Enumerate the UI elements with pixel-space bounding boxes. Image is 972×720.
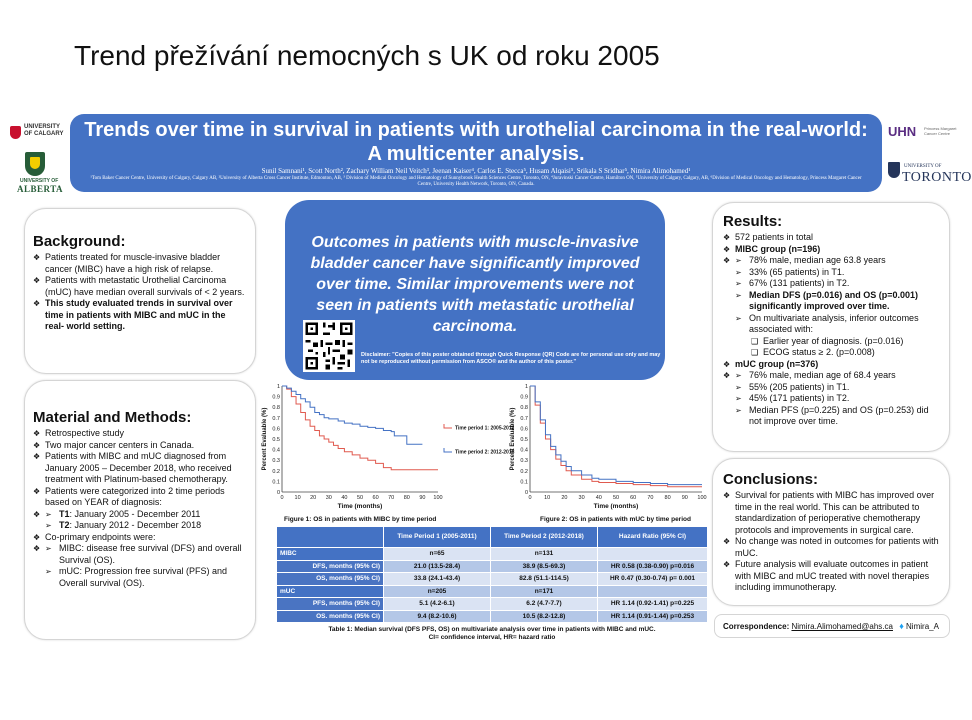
correspondence-bar bbox=[714, 614, 950, 638]
y-tick-label: 0.5 bbox=[520, 437, 528, 443]
table-row-label: OS, months (95% CI) bbox=[277, 573, 384, 586]
background-section bbox=[24, 208, 256, 374]
methods-item: ❖ Two major cancer centers in Canada. bbox=[33, 440, 247, 452]
poster-title-line1: Trends over time in survival in patients with urothelial carcinoma in the real-world: bbox=[84, 119, 868, 141]
x-axis-label: Time (months) bbox=[337, 503, 383, 510]
table-cell: n=65 bbox=[384, 548, 491, 561]
table-cell: 33.8 (24.1-43.4) bbox=[384, 573, 491, 586]
x-tick-label: 90 bbox=[419, 495, 426, 501]
calgary-logo-text: UNIVERSITY OF CALGARY bbox=[24, 124, 64, 137]
table-cell: HR 0.58 (0.38-0.90) p=0.016 bbox=[598, 560, 708, 573]
mibc-group-heading: ❖ MIBC group (n=196) bbox=[723, 244, 941, 256]
table-cell: HR 1.14 (0.91-1.44) p=0.253 bbox=[598, 610, 708, 623]
mibc-os-chart bbox=[258, 380, 515, 516]
table-cell: 9.4 (8.2-10.6) bbox=[384, 610, 491, 623]
background-heading: Background: bbox=[33, 233, 126, 250]
x-tick-label: 20 bbox=[310, 495, 317, 501]
correspondence-email[interactable]: Nimira.Alimohamed@ahs.ca bbox=[791, 622, 893, 631]
x-axis-label: Time (months) bbox=[593, 503, 639, 510]
alberta-logo-bottom: ALBERTA bbox=[17, 184, 64, 194]
figure1-caption: Figure 1: OS in patients with MIBC by time period bbox=[284, 516, 437, 523]
conclusion-item: ❖ Future analysis will evaluate outcomes in patient with MIBC and mUC treated with novel therapies including immunotherapy. bbox=[723, 559, 941, 594]
methods-heading: Material and Methods: bbox=[33, 409, 192, 426]
y-tick-label: 0.6 bbox=[272, 426, 280, 433]
x-tick-label: 70 bbox=[388, 495, 395, 501]
y-tick-label: 0.1 bbox=[520, 479, 528, 486]
table-cell bbox=[598, 548, 708, 561]
background-item: ❖ Patients treated for muscle-invasive bladder cancer (MIBC) have a high risk of relapse. bbox=[33, 252, 247, 275]
table-cell: n=171 bbox=[491, 585, 598, 598]
muc-result: ➢ ❖ 76% male, median age of 68.4 years bbox=[723, 370, 941, 382]
endpoint-muc: ➢ mUC: Progression free survival (PFS) and Overall survival (OS). bbox=[33, 566, 247, 589]
mibc-result: ➢ ❖ 78% male, median age 63.8 years bbox=[723, 255, 941, 267]
x-tick-label: 80 bbox=[403, 495, 410, 501]
table-row bbox=[277, 610, 708, 623]
poster-title bbox=[70, 118, 882, 166]
x-tick-label: 10 bbox=[294, 495, 301, 501]
endpoint-mibc: ➢ ❖ MIBC: disease free survival (DFS) and overall Survival (OS). bbox=[33, 543, 247, 566]
toronto-crest-icon bbox=[888, 162, 900, 178]
muc-result: ➢ 45% (171 patients) in T2. bbox=[723, 393, 941, 405]
calgary-crest-icon bbox=[10, 126, 21, 139]
x-tick-label: 90 bbox=[681, 495, 688, 501]
methods-item: ❖ Patients were categorized into 2 time periods based on YEAR of diagnosis: bbox=[33, 486, 247, 509]
mibc-result: ➢ 33% (65 patients) in T1. bbox=[723, 267, 941, 279]
y-tick-label: 0.9 bbox=[520, 394, 528, 401]
table-cell bbox=[598, 585, 708, 598]
x-tick-label: 50 bbox=[612, 495, 620, 501]
table-cell: n=205 bbox=[384, 585, 491, 598]
table-row bbox=[277, 560, 708, 573]
toronto-logo-bottom: TORONTO bbox=[902, 170, 972, 185]
results-heading: Results: bbox=[723, 213, 783, 230]
x-tick-label: 0 bbox=[280, 495, 284, 501]
x-tick-label: 50 bbox=[356, 495, 364, 501]
table-header-cell bbox=[277, 527, 384, 548]
uhn-logo-text: UHN bbox=[888, 124, 917, 139]
conclusions-section bbox=[712, 458, 950, 606]
mibc-multivariate: ❑ ECOG status ≥ 2. (p=0.008) bbox=[723, 347, 941, 359]
y-tick-label: 1 bbox=[524, 384, 528, 390]
legend-swatch bbox=[444, 424, 452, 428]
table-caption bbox=[276, 626, 708, 642]
methods-item: ❖ Patients with MIBC and mUC diagnosed from January 2005 – December 2018, who received treatment with Platinum-based chemotherapy. bbox=[33, 451, 247, 486]
y-tick-label: 0.6 bbox=[520, 426, 528, 433]
conclusions-heading: Conclusions: bbox=[723, 471, 819, 488]
legend-swatch bbox=[444, 448, 452, 452]
alberta-crest-icon bbox=[25, 152, 45, 176]
x-tick-label: 20 bbox=[561, 495, 568, 501]
methods-section bbox=[24, 380, 256, 640]
x-tick-label: 60 bbox=[630, 495, 637, 501]
background-item: ❖ Patients with metastatic Urothelial Carcinoma (mUC) have median overall survivals of < 2 years. bbox=[33, 275, 247, 298]
survival-table bbox=[276, 526, 708, 623]
table-row-label: mUC bbox=[277, 585, 384, 598]
x-tick-label: 100 bbox=[433, 495, 443, 501]
table-cell: 21.0 (13.5-28.4) bbox=[384, 560, 491, 573]
x-tick-label: 0 bbox=[528, 495, 532, 501]
university-of-calgary-logo bbox=[10, 124, 68, 146]
alberta-logo-top: UNIVERSITY OF bbox=[20, 178, 59, 184]
y-tick-label: 0.2 bbox=[520, 468, 528, 475]
y-tick-label: 0.1 bbox=[272, 479, 280, 486]
muc-os-chart bbox=[506, 380, 710, 516]
x-tick-label: 80 bbox=[664, 495, 671, 501]
mibc-result: ➢ 67% (131 patients) in T2. bbox=[723, 278, 941, 290]
y-tick-label: 0.2 bbox=[272, 468, 280, 475]
y-tick-label: 0 bbox=[524, 490, 528, 496]
t1-text: : January 2005 - December 2011 bbox=[69, 508, 201, 519]
table-cell: n=131 bbox=[491, 548, 598, 561]
series-line-2 bbox=[530, 386, 702, 485]
y-tick-label: 0.4 bbox=[272, 447, 280, 454]
x-tick-label: 40 bbox=[595, 495, 602, 501]
table-cell: 82.8 (51.1-114.5) bbox=[491, 573, 598, 586]
table-header-cell: Time Period 1 (2005-2011) bbox=[384, 527, 491, 548]
legend-label: Time period 2: 2012-2018 bbox=[455, 449, 515, 456]
table-cell: 6.2 (4.7-7.7) bbox=[491, 598, 598, 611]
table-header-cell: Time Period 2 (2012-2018) bbox=[491, 527, 598, 548]
table-cell: HR 0.47 (0.30-0.74) p= 0.001 bbox=[598, 573, 708, 586]
poster-title-banner bbox=[70, 114, 882, 192]
mibc-result: ➢ Median DFS (p=0.016) and OS (p=0.001) significantly improved over time. bbox=[723, 290, 941, 313]
background-item: ❖ This study evaluated trends in survival over time in patients with MIBC and mUC in the real- world setting. bbox=[33, 298, 247, 333]
uhn-logo bbox=[888, 124, 958, 146]
y-tick-label: 0 bbox=[276, 490, 280, 496]
y-tick-label: 0.4 bbox=[520, 447, 528, 454]
qr-disclaimer: Disclaimer: "Copies of this poster obtained through Quick Response (QR) Code are for personal use only and may not be reproduced without permission from ASCO® and the author of this poster." bbox=[361, 352, 661, 365]
table-cell: 10.5 (8.2-12.8) bbox=[491, 610, 598, 623]
table-row-label: MIBC bbox=[277, 548, 384, 561]
muc-result: ➢ Median PFS (p=0.225) and OS (p=0.253) did not improve over time. bbox=[723, 405, 941, 428]
table-row-label: PFS, months (95% CI) bbox=[277, 598, 384, 611]
table-cell: 38.9 (8.5-69.3) bbox=[491, 560, 598, 573]
x-tick-label: 100 bbox=[697, 495, 707, 501]
series-line-2 bbox=[282, 386, 422, 444]
methods-endpoints: ❖ Co-primary endpoints were: bbox=[33, 532, 247, 544]
table-row bbox=[277, 598, 708, 611]
table-cell: HR 1.14 (0.92-1.41) p=0.225 bbox=[598, 598, 708, 611]
x-tick-label: 70 bbox=[647, 495, 654, 501]
methods-item: ❖ Retrospective study bbox=[33, 428, 247, 440]
poster-affiliations: ¹Tom Baker Cancer Centre, University of Calgary, Calgary AB, ²University of Alberta Cross Cancer Institute, Edmonton, AB, ³ Division of Medical Oncology and Hematology of Sunnybrook Health Sciences Centre, Toronto, ON, ⁴Juravinski Cancer Centre, Hamilton ON, ⁵University of Calgary, Calgary, AB, ⁶Division of Medical Oncology and Hematology, Princess Margaret Cancer Centre, University Health Network, Toronto, ON, Canada. bbox=[90, 176, 862, 187]
table-row-label: DFS, months (95% CI) bbox=[277, 560, 384, 573]
x-tick-label: 10 bbox=[544, 495, 551, 501]
table-caption-line2: CI= confidence interval, HR= hazard ratio bbox=[428, 634, 556, 641]
table-header-cell: Hazard Ratio (95% CI) bbox=[598, 527, 708, 548]
y-tick-label: 0.5 bbox=[272, 437, 280, 443]
series-line-1 bbox=[530, 386, 702, 487]
university-of-alberta-logo bbox=[12, 152, 64, 194]
university-of-toronto-logo bbox=[888, 160, 972, 190]
table-header-row bbox=[277, 527, 708, 548]
time-period-1 bbox=[33, 509, 247, 521]
results-section bbox=[712, 202, 950, 452]
y-tick-label: 0.3 bbox=[520, 458, 528, 465]
y-tick-label: 0.3 bbox=[272, 458, 280, 465]
key-message: Outcomes in patients with muscle-invasive bladder cancer have significantly improved over time. Similar improvements were not seen in patients with metastatic urothelial carcinoma. bbox=[310, 234, 640, 335]
conclusion-item: ❖ No change was noted in outcomes for patients with mUC. bbox=[723, 536, 941, 559]
muc-group-heading: ❖ mUC group (n=376) bbox=[723, 359, 941, 371]
poster-title-line2: A multicenter analysis. bbox=[367, 143, 585, 165]
t1-label: T1 bbox=[59, 508, 70, 519]
y-tick-label: 0.9 bbox=[272, 394, 280, 401]
y-tick-label: 0.7 bbox=[272, 415, 280, 422]
y-tick-label: 0.8 bbox=[520, 405, 528, 412]
y-tick-label: 0.7 bbox=[520, 415, 528, 422]
y-axis-label: Percent Evaluable (%) bbox=[262, 407, 268, 471]
x-tick-label: 60 bbox=[372, 495, 379, 501]
uhn-logo-subtext: Princess Margaret Cancer Centre bbox=[924, 126, 957, 136]
muc-result: ➢ 55% (205 patients) in T1. bbox=[723, 382, 941, 394]
poster-authors: Sunil Samnani¹, Scott North², Zachary William Neil Veitch³, Jeenan Kaiser⁴, Carlos E. Stecca⁵, Husam Alqaisi⁵, Srikala S Sridhar⁵, Nimira Alimohamed¹ bbox=[261, 167, 691, 175]
correspondence-label: Correspondence: bbox=[723, 622, 790, 631]
table-row bbox=[277, 585, 708, 598]
qr-code-icon[interactable] bbox=[303, 320, 355, 372]
table-row bbox=[277, 573, 708, 586]
y-tick-label: 0.8 bbox=[272, 405, 280, 412]
toronto-logo-top: UNIVERSITY OF bbox=[904, 164, 942, 169]
conclusion-item: ❖ Survival for patients with MIBC has improved over time in the real world. This can be attributed to standardization of perioperative chemotherapy protocols and improvements in surgical care. bbox=[723, 490, 941, 536]
y-axis-label: Percent Evaluable (%) bbox=[510, 407, 516, 471]
x-tick-label: 30 bbox=[325, 495, 332, 501]
time-period-2 bbox=[33, 520, 247, 532]
key-message-box bbox=[285, 200, 665, 380]
t2-text: : January 2012 - December 2018 bbox=[69, 520, 202, 530]
table-cell: 5.1 (4.2-6.1) bbox=[384, 598, 491, 611]
table-row bbox=[277, 548, 708, 561]
legend-label: Time period 1: 2005-2011 bbox=[455, 425, 515, 432]
x-tick-label: 30 bbox=[578, 495, 585, 501]
table-row-label: OS. months (95% CI) bbox=[277, 610, 384, 623]
mibc-multivariate: ❑ Earlier year of diagnosis. (p=0.016) bbox=[723, 336, 941, 348]
twitter-icon: ♦ bbox=[899, 621, 904, 631]
twitter-handle: Nimira_A bbox=[906, 622, 939, 631]
table-caption-line1: Table 1: Median survival (DFS PFS, OS) on multivariate analysis over time in patients with MIBC and mUC. bbox=[328, 626, 656, 633]
results-total: ❖ 572 patients in total bbox=[723, 232, 941, 244]
t2-label: T2 bbox=[59, 520, 70, 530]
x-tick-label: 40 bbox=[341, 495, 348, 501]
figure2-caption: Figure 2: OS in patients with mUC by time period bbox=[540, 516, 691, 523]
slide-title: Trend přežívání nemocných s UK od roku 2005 bbox=[74, 40, 660, 71]
mibc-result: ➢ On multivariate analysis, inferior outcomes associated with: bbox=[723, 313, 941, 336]
y-tick-label: 1 bbox=[276, 384, 280, 390]
